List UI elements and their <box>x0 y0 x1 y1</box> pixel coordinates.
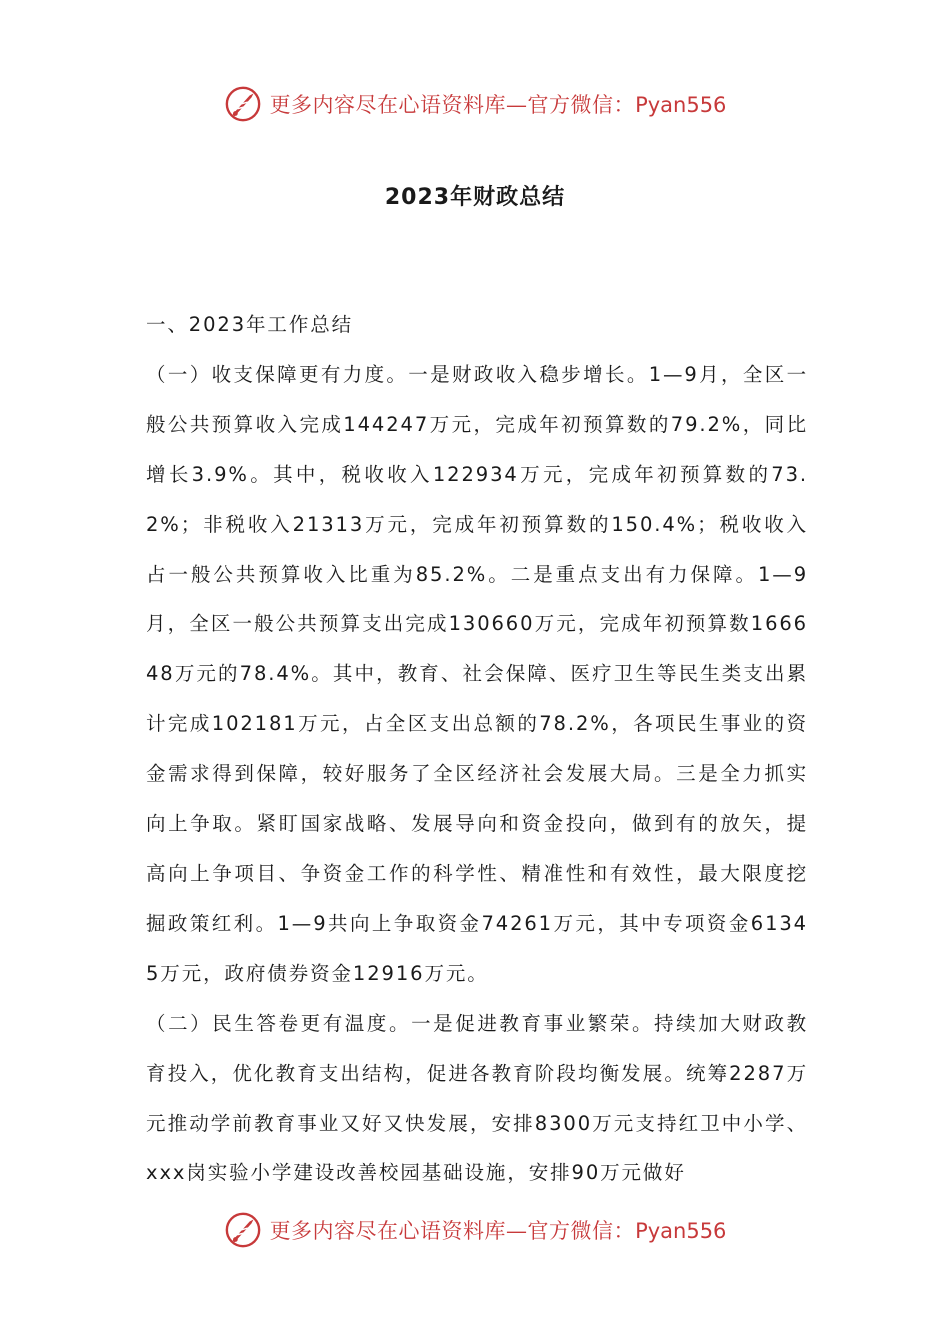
quill-logo-icon <box>224 1211 262 1249</box>
watermark-handle: Pyan556 <box>635 93 727 117</box>
paragraph-livelihood: （二）民生答卷更有温度。一是促进教育事业繁荣。持续加大财政教育投入，优化教育支出结构，促进各教育阶段均衡发展。统筹2287万元推动学前教育事业又好又快发展，安排8300万元支持红卫中小学、xxx岗实验小学建设改善校园基础设施，安排90万元做好 <box>146 1011 808 1185</box>
watermark-banner-bottom <box>0 1208 950 1252</box>
document-body <box>146 300 808 1198</box>
watermark-text: 更多内容尽在心语资料库—官方微信：Pyan556 <box>269 93 727 117</box>
document-title: 2023年财政总结 <box>384 185 566 210</box>
section-heading: 一、2023年工作总结 <box>146 313 354 336</box>
watermark-handle: Pyan556 <box>635 1219 727 1243</box>
watermark-text: 更多内容尽在心语资料库—官方微信：Pyan556 <box>269 1219 727 1243</box>
watermark-banner-top <box>0 82 950 126</box>
paragraph-revenue-expenditure: （一）收支保障更有力度。一是财政收入稳步增长。1—9月，全区一般公共预算收入完成144247万元，完成年初预算数的79.2%，同比增长3.9%。其中，税收收入122934万元，完成年初预算数的73.2%；非税收入21313万元，完成年初预算数的150.4%；税收收入占一般公共预算收入比重为85.2%。二是重点支出有力保障。1—9月，全区一般公共预算支出完成130660万元，完成年初预算数166648万元的78.4%。其中，教育、社会保障、医疗卫生等民生类支出累计完成102181万元，占全区支出总额的78.2%，各项民生事业的资金需求得到保障，较好服务了全区经济社会发展大局。三是全力抓实向上争取。紧盯国家战略、发展导向和资金投向，做到有的放矢，提高向上争项目、争资金工作的科学性、精准性和有效性，最大限度挖掘政策红利。1—9共向上争取资金74261万元，其中专项资金61345万元，政府债券资金12916万元。 <box>146 362 808 985</box>
quill-logo-icon <box>224 85 262 123</box>
